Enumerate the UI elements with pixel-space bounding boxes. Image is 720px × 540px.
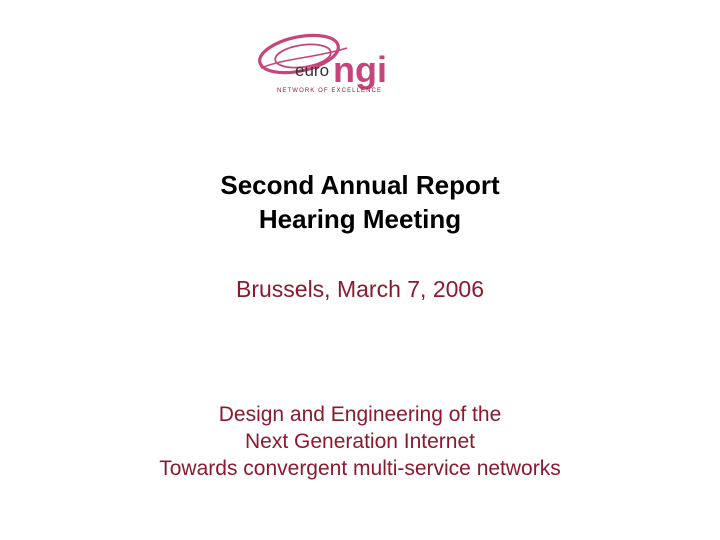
description-line: Towards convergent multi-service networks: [159, 457, 561, 480]
title-line: Second Annual Report: [220, 170, 500, 200]
description-line: Design and Engineering of the: [218, 403, 502, 426]
logo-tagline: NETWORK OF EXCELLENCE: [277, 88, 383, 94]
slide-title: [0, 168, 720, 236]
slide-subtitle: Brussels, March 7, 2006: [235, 276, 484, 302]
title-line: Hearing Meeting: [258, 204, 462, 234]
logo-prefix: euro: [295, 61, 330, 80]
logo-name: ngi: [333, 49, 387, 90]
description-line: Next Generation Internet: [245, 430, 475, 453]
slide-description: [0, 401, 720, 482]
logo-graphic: [255, 28, 427, 98]
eurongi-logo: [255, 28, 427, 98]
